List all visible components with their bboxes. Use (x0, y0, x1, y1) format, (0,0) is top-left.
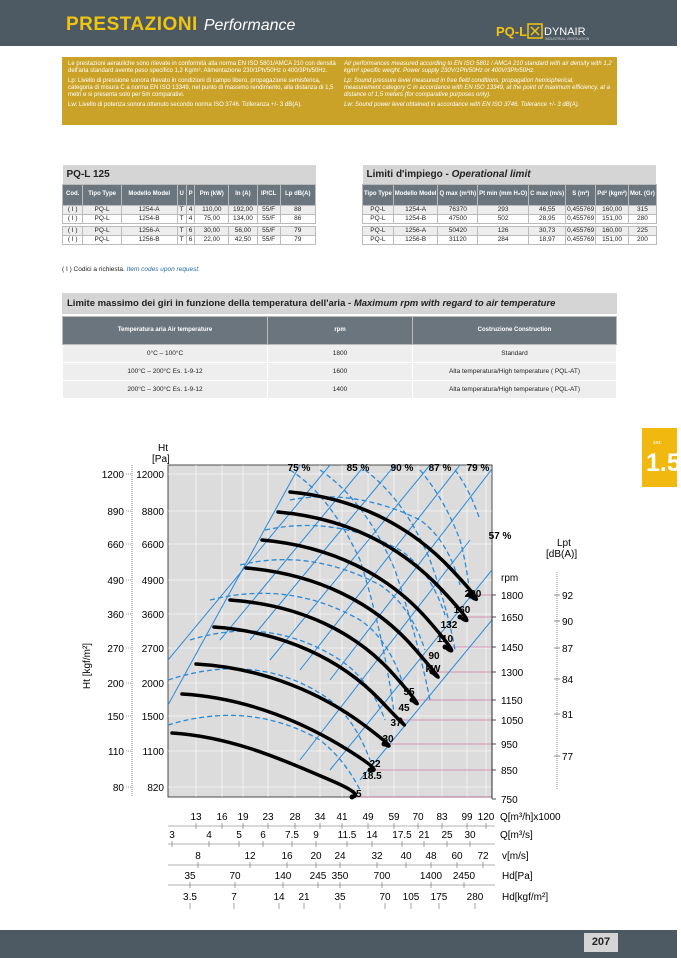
limit-table-caption: Limiti d'impiego - Operational limit (363, 165, 657, 184)
table-cell: 1256-A (393, 226, 438, 235)
lpt-tick-label: 92 (562, 591, 574, 602)
table-cell: 50420 (438, 226, 478, 235)
x-tick-label: 280 (466, 892, 484, 903)
power-label: 55 (403, 687, 415, 698)
x-tick-label: 14 (366, 830, 378, 841)
rpm-temperature-table (62, 316, 617, 399)
x-tick-label: 16 (281, 851, 293, 862)
efficiency-label: 75 % (287, 463, 311, 474)
table-cell: Alta temperatura/High temperature ( PQL-AT) (413, 381, 617, 399)
table-cell: 75,00 (195, 214, 229, 223)
table-cell: 31120 (438, 235, 478, 244)
table-row (363, 205, 657, 214)
pql_table-header: Cod. (63, 184, 83, 205)
table-row (63, 226, 316, 235)
x-axis-label: Q[m³/h]x1000 (500, 812, 561, 823)
x-tick-label: 34 (314, 812, 326, 823)
pql_table-header: Lp dB(A) (280, 184, 315, 205)
table-cell: ( I ) (63, 214, 83, 223)
x-tick-label: 8 (195, 851, 201, 862)
power-label: 90 (428, 651, 440, 662)
table-row (363, 235, 657, 244)
table-cell: 30,73 (529, 226, 566, 235)
y-outer-tick-label: 890 (107, 507, 124, 518)
y-inner-axis-unit: [Pa] (152, 454, 170, 465)
rpm-table-header: rpm (268, 317, 413, 345)
y-outer-tick-label: 150 (107, 712, 124, 723)
intro-it-paragraph: Lw: Livello di potenza sonora ottenuto secondo norma ISO 3746. Tolleranza +/- 3 dB(A). (68, 102, 302, 108)
y-inner-tick-label: 820 (147, 783, 164, 794)
y-inner-tick-label: 8800 (141, 507, 164, 518)
table-cell: 86 (280, 214, 315, 223)
x-tick-label: 23 (262, 812, 274, 823)
intro-en-paragraph: Lw: Sound power level obtained in accordance with EN ISO 3746. Tolerance +/- 3 dB(A). (344, 102, 580, 108)
table-cell: T (177, 235, 186, 244)
x-axis-label: Q[m³/s] (500, 830, 533, 841)
y-outer-tick-label: 270 (107, 644, 124, 655)
curve-end-point (410, 698, 415, 703)
y-outer-tick-label: 200 (107, 679, 124, 690)
table-cell: 1254-B (121, 214, 177, 223)
x-tick-label: 3 (169, 830, 175, 841)
y-outer-tick-label: 360 (107, 610, 124, 621)
table-cell: 4 (186, 205, 195, 214)
pql_table-header: Modello Model (121, 184, 177, 205)
table-cell: 160,00 (596, 205, 629, 214)
x-tick-label: 35 (184, 871, 196, 882)
table-cell: 0,455769 (567, 227, 595, 234)
x-tick-label: 6 (260, 830, 266, 841)
x-tick-label: 11.5 (337, 830, 357, 841)
x-tick-label: 140 (274, 871, 292, 882)
rpm-table-header: Temperatura aria Air temperature (63, 317, 268, 345)
x-tick-label: 30 (464, 830, 476, 841)
model-code: PQ-L (496, 24, 528, 39)
y-outer-tick-label: 660 (107, 540, 124, 551)
table-cell: 0°C – 100°C (63, 345, 268, 363)
table-cell: 1400 (268, 381, 413, 399)
x-tick-label: 41 (336, 812, 348, 823)
pql_table-header: Pm (kW) (195, 184, 229, 205)
page-title: PRESTAZIONI Performance (66, 14, 296, 35)
limit_table-header: Modello Model (393, 184, 438, 205)
efficiency-label: 85 % (346, 463, 370, 474)
table-cell: 1254-B (393, 214, 438, 223)
section-label: sez. (653, 440, 663, 446)
table-cell: 1256-B (393, 235, 438, 244)
x-tick-label: 350 (331, 871, 349, 882)
lpt-axis-unit: [dB(A)] (546, 549, 578, 560)
rpm-tick-label: 950 (501, 740, 518, 751)
table-cell: T (177, 205, 186, 214)
rpm-tick-label: 850 (501, 766, 518, 777)
pql_table-header: Tipo Type (83, 184, 121, 205)
x-tick-label: 13 (190, 812, 202, 823)
efficiency-label: 79 % (466, 463, 490, 474)
y-inner-tick-label: 6600 (141, 540, 164, 551)
pql_table-header: U (177, 184, 186, 205)
x-tick-label: 70 (412, 812, 424, 823)
limit_table-header: Pt min (mm H₂O) (478, 184, 529, 205)
table-cell: 1800 (268, 345, 413, 363)
limit_table-header: Pd² (kgm²) (596, 184, 629, 205)
x-tick-label: 19 (237, 812, 249, 823)
rpm-tick-label: 750 (501, 795, 518, 806)
power-label: 15 (350, 789, 362, 800)
table-cell: 6 (186, 226, 195, 235)
intro-en-paragraph: Air performances measured according to EN ISO 5801 / AMCA 210 standard with air density with 1,2 kg/m³ specific weight. Power supply 230V/1Ph/50Hz or 400V/3Ph/50Hz. (344, 61, 612, 74)
intro-italian (68, 61, 336, 112)
x-tick-label: 9 (313, 830, 319, 841)
section-number: 1.5 (646, 449, 681, 477)
power-label: 110 (436, 634, 454, 645)
table-cell: 55/F (257, 235, 280, 244)
lpt-tick-label: 84 (562, 675, 574, 686)
x-tick-label: 48 (425, 851, 437, 862)
y-outer-tick-label: 80 (112, 783, 124, 794)
table-cell: PQ-L (83, 214, 121, 223)
table-cell: 502 (478, 214, 529, 223)
table-row (63, 235, 316, 244)
x-tick-label: 3.5 (183, 892, 197, 903)
y-outer-tick-label: 1200 (101, 470, 124, 481)
power-label: 132 (440, 620, 458, 631)
x-tick-label: 83 (436, 812, 448, 823)
table-cell: PQ-L (363, 226, 394, 235)
x-tick-label: 120 (477, 812, 495, 823)
table-cell: 18,97 (529, 235, 566, 244)
power-label: 30 (382, 734, 394, 745)
table-cell: 55/F (257, 205, 280, 214)
power-label: 45 (398, 703, 410, 714)
x-tick-label: 72 (477, 851, 489, 862)
table-cell: 55/F (257, 214, 280, 223)
operational-limit-table (362, 165, 657, 245)
table-cell: 56,00 (229, 226, 258, 235)
table-cell: 200°C – 300°C Es. 1-9-12 (63, 381, 268, 399)
pql_table-header: P (186, 184, 195, 205)
x-tick-label: 4 (206, 830, 212, 841)
table-cell: 160,00 (596, 226, 629, 235)
rpm-tick-label: 1300 (501, 668, 524, 679)
table-cell: T (177, 214, 186, 223)
table-cell: 47500 (438, 214, 478, 223)
table-cell: 22,00 (195, 235, 229, 244)
table-cell: 1600 (268, 363, 413, 381)
x-tick-label: 59 (388, 812, 400, 823)
x-tick-label: 21 (418, 830, 430, 841)
table-cell: 30,00 (195, 226, 229, 235)
intro-it-paragraph: Le prestazioni aerauliche sono rilevate in conformità alla norma EN ISO 5801/AMCA 210 con densità dell'aria standard avente peso specifico 1,2 Kg/m³. Alimentazione 230/1Ph/50Hz o 400/3Ph/50Hz. (68, 61, 336, 74)
intro-panel (62, 57, 617, 125)
x-tick-label: 7 (231, 892, 237, 903)
table-cell: 0,455769 (567, 215, 595, 222)
table-cell: 88 (280, 205, 315, 214)
x-axis-label: Hd[kgf/m²] (502, 892, 549, 903)
power-label: 18.5 (362, 771, 382, 782)
table-cell: 200 (628, 235, 656, 244)
table-row (63, 345, 617, 363)
lpt-tick-label: 77 (562, 752, 574, 763)
table-cell: 76370 (438, 205, 478, 214)
rpm-axis-label: rpm (501, 573, 519, 584)
x-tick-label: 24 (334, 851, 346, 862)
table-cell: PQ-L (83, 226, 121, 235)
curve-end-point (443, 645, 448, 650)
limit_table-header: C max (m/s) (529, 184, 566, 205)
rpm-tick-label: 1150 (501, 696, 523, 707)
dynair-logo (528, 23, 618, 41)
x-tick-label: 20 (310, 851, 322, 862)
table-cell: 28,95 (529, 214, 566, 223)
table-row (363, 214, 657, 223)
x-tick-label: 7.5 (285, 830, 299, 841)
x-axis-label: Hd[Pa] (502, 871, 533, 882)
y-outer-axis-label: Ht [kgf/m²] (82, 642, 93, 690)
x-tick-label: 25 (441, 830, 453, 841)
page-subtitle: Performance (203, 17, 296, 34)
table-cell: 0,455769 (567, 236, 595, 243)
table-cell: 1254-A (393, 205, 438, 214)
table-cell: 151,00 (596, 214, 629, 223)
y-inner-tick-label: 1500 (141, 712, 164, 723)
table-cell: ( I ) (63, 205, 83, 214)
x-tick-label: 21 (298, 892, 310, 903)
x-tick-label: 245 (309, 871, 327, 882)
power-unit-label: kW (425, 664, 441, 675)
table-cell: Standard (413, 345, 617, 363)
x-axis-label: v[m/s] (502, 851, 529, 862)
table-cell: 284 (478, 235, 529, 244)
table-cell: 126 (478, 226, 529, 235)
x-tick-label: 1400 (419, 871, 443, 882)
table-row (63, 363, 617, 381)
table-cell: 151,00 (596, 235, 629, 244)
x-tick-label: 49 (362, 812, 374, 823)
x-tick-label: 12 (244, 851, 256, 862)
pql_table-header: IP/CL (257, 184, 280, 205)
limit_table-header: Q max (m³/h) (438, 184, 478, 205)
table-cell: 46,55 (529, 205, 566, 214)
x-tick-label: 175 (430, 892, 448, 903)
y-inner-tick-label: 12000 (136, 470, 164, 481)
table-cell: 225 (628, 226, 656, 235)
pql-table-caption: PQ-L 125 (63, 165, 316, 184)
table-cell: T (177, 226, 186, 235)
page-footer (0, 930, 677, 958)
rpm-section-title: Limite massimo dei giri in funzione della temperatura dell'aria - Maximum rpm with regard to air temperature (62, 293, 617, 314)
table-cell: 55/F (257, 226, 280, 235)
table-cell: 110,00 (195, 205, 229, 214)
y-inner-axis-label: Ht (158, 443, 168, 454)
table-cell: 1254-A (121, 205, 177, 214)
lpt-tick-label: 87 (562, 644, 574, 655)
efficiency-label: 57 % (488, 531, 512, 542)
table-cell: 315 (628, 205, 656, 214)
brand-name: DYNAIR (544, 26, 586, 38)
rpm-tick-label: 1650 (501, 613, 524, 624)
intro-it-paragraph: Lp: Livello di pressione sonora rilevato in condizioni di campo libero, propagazione semisferica, categoria di misura C a norma EN ISO 13349, nel punto di massimo rendimento, alla distanza di 1,5 metri e si presenta solo per 5m comparativi. (68, 78, 334, 98)
y-inner-tick-label: 2000 (141, 679, 164, 690)
x-tick-label: 5 (236, 830, 242, 841)
table-cell: 4 (186, 214, 195, 223)
codes-note: ( I ) Codici a richiesta. Item codes upon request. (62, 266, 201, 273)
table-cell: PQ-L (83, 205, 121, 214)
x-tick-label: 700 (373, 871, 391, 882)
x-tick-label: 40 (400, 851, 412, 862)
table-cell: 1256-B (121, 235, 177, 244)
power-label: 22 (369, 759, 381, 770)
brand-tagline: INDUSTRIAL VENTILATION (545, 37, 590, 41)
table-row (363, 226, 657, 235)
table-cell: 42,50 (229, 235, 258, 244)
x-tick-label: 105 (402, 892, 420, 903)
x-tick-label: 16 (216, 812, 228, 823)
y-inner-tick-label: 1100 (142, 747, 164, 758)
table-cell: PQ-L (363, 214, 394, 223)
y-inner-tick-label: 2700 (141, 644, 164, 655)
y-inner-tick-label: 4900 (141, 576, 164, 587)
pql_table-header: In (A) (229, 184, 258, 205)
efficiency-label: 90 % (390, 463, 414, 474)
x-tick-label: 70 (379, 892, 391, 903)
x-tick-label: 70 (229, 871, 241, 882)
table-cell: 280 (628, 214, 656, 223)
table-cell: PQ-L (363, 235, 394, 244)
table-cell: 6 (186, 235, 195, 244)
rpm-table-header: Costruzione Construction (413, 317, 617, 345)
limit_table-header: Tipo Type (363, 184, 394, 205)
power-label: 160 (453, 605, 471, 616)
intro-en-paragraph: Lp: Sound pressure level measured in free field conditions, propagation hemispherical, measurement category C in accordance with EN ISO 13349, at the point of maximum efficiency, at a distance of 1,5 meters (for comparative purposes only). (344, 78, 611, 98)
rpm-tick-label: 1050 (501, 716, 524, 727)
x-tick-label: 99 (461, 812, 473, 823)
x-tick-label: 35 (334, 892, 346, 903)
lpt-tick-label: 90 (562, 617, 574, 628)
table-cell: 1256-A (121, 226, 177, 235)
table-cell: PQ-L (363, 205, 394, 214)
lpt-axis-label: Lpt (557, 538, 571, 549)
page-number: 207 (584, 933, 618, 952)
table-cell: 79 (280, 226, 315, 235)
x-tick-label: 32 (371, 851, 383, 862)
table-cell: 0,455769 (567, 206, 595, 213)
table-cell: PQ-L (83, 235, 121, 244)
table-row (63, 381, 617, 399)
pql-125-table (62, 165, 316, 245)
table-cell: 192,00 (229, 205, 258, 214)
intro-english (344, 61, 612, 112)
y-inner-tick-label: 3600 (141, 610, 164, 621)
x-tick-label: 14 (273, 892, 285, 903)
table-cell: ( I ) (63, 226, 83, 235)
power-label: 200 (464, 589, 482, 600)
table-cell: 100°C – 200°C Es. 1-9-12 (63, 363, 268, 381)
x-tick-label: 17.5 (392, 830, 412, 841)
x-tick-label: 2450 (452, 871, 476, 882)
limit_table-header: S (m²) (566, 184, 596, 205)
rpm-tick-label: 1800 (501, 591, 524, 602)
lpt-tick-label: 81 (562, 710, 574, 721)
table-cell: ( I ) (63, 235, 83, 244)
table-row (63, 205, 316, 214)
performance-chart (0, 430, 677, 910)
table-cell: 134,00 (229, 214, 258, 223)
table-cell: 293 (478, 205, 529, 214)
limit_table-header: Mot. (Gr) (628, 184, 656, 205)
x-tick-label: 28 (289, 812, 301, 823)
y-outer-tick-label: 490 (107, 576, 124, 587)
rpm-tick-label: 1450 (501, 643, 524, 654)
table-cell: 79 (280, 235, 315, 244)
table-row (63, 214, 316, 223)
table-cell: Alta temperatura/High temperature ( PQL-AT) (413, 363, 617, 381)
y-outer-tick-label: 110 (108, 747, 124, 758)
power-label: 37 (390, 718, 402, 729)
x-tick-label: 60 (451, 851, 463, 862)
efficiency-label: 87 % (428, 463, 452, 474)
